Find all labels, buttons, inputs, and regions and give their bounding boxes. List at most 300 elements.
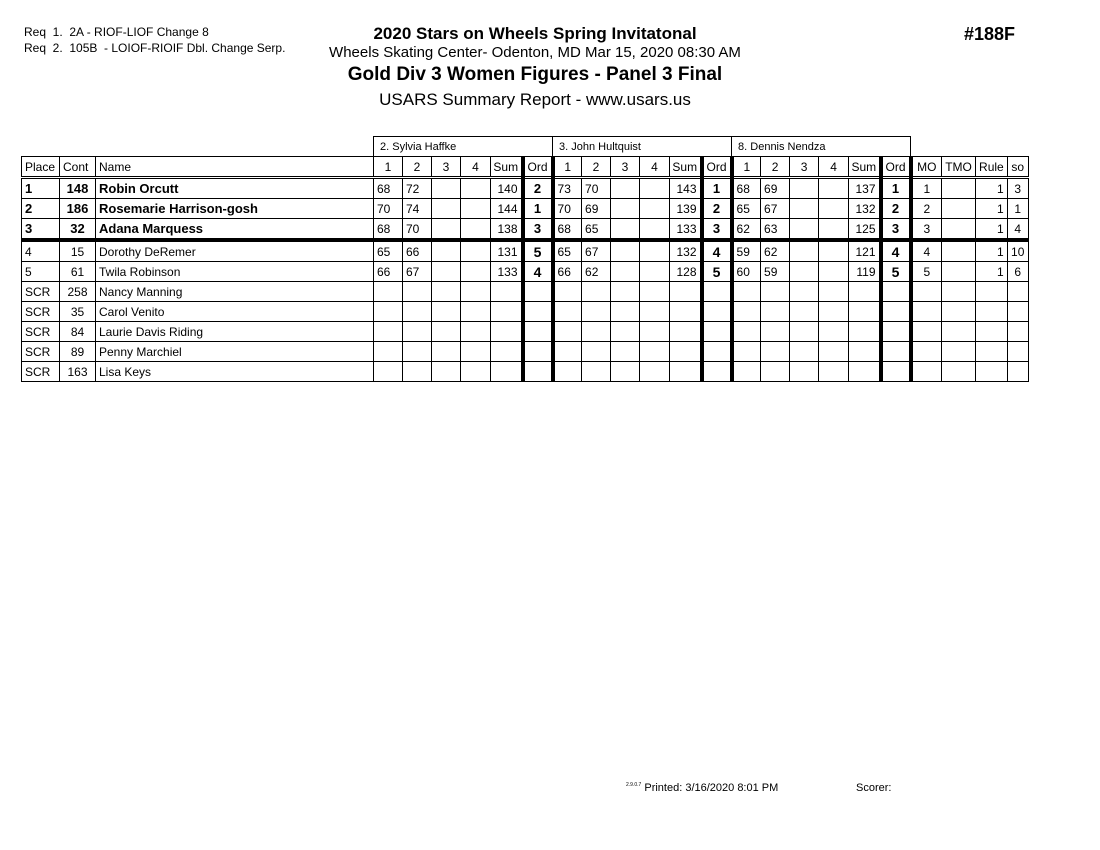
rule-cell bbox=[976, 302, 1008, 322]
score-cell bbox=[432, 282, 461, 302]
score-cell bbox=[790, 262, 819, 282]
score-cell bbox=[461, 199, 491, 219]
score-cell bbox=[819, 240, 849, 262]
ordinal-cell bbox=[702, 362, 732, 382]
sum-cell: 133 bbox=[491, 262, 523, 282]
score-cell bbox=[374, 322, 403, 342]
col-judge1-ord: Ord bbox=[523, 157, 553, 178]
score-cell bbox=[611, 342, 640, 362]
score-cell bbox=[611, 302, 640, 322]
score-cell bbox=[611, 219, 640, 241]
mo-cell bbox=[911, 342, 942, 362]
sum-cell bbox=[849, 302, 881, 322]
score-cell bbox=[819, 322, 849, 342]
score-cell: 66 bbox=[403, 240, 432, 262]
score-cell bbox=[432, 178, 461, 199]
skater-name: Rosemarie Harrison-gosh bbox=[96, 199, 374, 219]
sum-cell bbox=[849, 322, 881, 342]
sum-cell: 138 bbox=[491, 219, 523, 241]
table-row bbox=[22, 178, 1029, 199]
cont-cell: 89 bbox=[60, 342, 96, 362]
mo-cell bbox=[911, 362, 942, 382]
sum-cell bbox=[670, 282, 702, 302]
score-cell bbox=[732, 282, 761, 302]
score-cell bbox=[553, 342, 582, 362]
place-cell: 1 bbox=[22, 178, 60, 199]
score-cell bbox=[640, 322, 670, 342]
score-cell bbox=[611, 178, 640, 199]
table-row bbox=[22, 342, 1029, 362]
ordinal-cell: 2 bbox=[523, 178, 553, 199]
ordinal-cell bbox=[702, 282, 732, 302]
score-cell: 68 bbox=[374, 219, 403, 241]
score-cell bbox=[432, 342, 461, 362]
score-cell bbox=[640, 282, 670, 302]
score-cell: 68 bbox=[374, 178, 403, 199]
table-row bbox=[22, 262, 1029, 282]
score-cell bbox=[790, 322, 819, 342]
score-cell: 67 bbox=[761, 199, 790, 219]
score-cell bbox=[432, 219, 461, 241]
ordinal-cell bbox=[702, 342, 732, 362]
score-cell bbox=[461, 240, 491, 262]
score-cell bbox=[553, 362, 582, 382]
mo-cell: 5 bbox=[911, 262, 942, 282]
rule-cell: 1 bbox=[976, 199, 1008, 219]
score-cell: 74 bbox=[403, 199, 432, 219]
rule-cell bbox=[976, 362, 1008, 382]
cont-cell: 84 bbox=[60, 322, 96, 342]
score-cell: 65 bbox=[732, 199, 761, 219]
col-mo: MO bbox=[911, 157, 942, 178]
scorer-label: Scorer: bbox=[856, 782, 892, 794]
tmo-cell bbox=[942, 219, 976, 241]
score-cell bbox=[732, 302, 761, 322]
rule-cell: 1 bbox=[976, 178, 1008, 199]
so-cell: 3 bbox=[1007, 178, 1028, 199]
score-cell: 68 bbox=[732, 178, 761, 199]
ordinal-cell bbox=[702, 322, 732, 342]
score-cell bbox=[640, 240, 670, 262]
skater-name: Penny Marchiel bbox=[96, 342, 374, 362]
score-cell bbox=[819, 302, 849, 322]
score-cell: 69 bbox=[761, 178, 790, 199]
cont-cell: 15 bbox=[60, 240, 96, 262]
sum-cell: 119 bbox=[849, 262, 881, 282]
sum-cell bbox=[670, 322, 702, 342]
score-cell: 70 bbox=[553, 199, 582, 219]
place-cell: SCR bbox=[22, 302, 60, 322]
cont-cell: 163 bbox=[60, 362, 96, 382]
score-cell bbox=[374, 282, 403, 302]
rule-cell bbox=[976, 322, 1008, 342]
table-row bbox=[22, 240, 1029, 262]
score-cell: 73 bbox=[553, 178, 582, 199]
ordinal-cell: 1 bbox=[523, 199, 553, 219]
sum-cell bbox=[670, 302, 702, 322]
place-cell: 4 bbox=[22, 240, 60, 262]
ordinal-cell bbox=[523, 302, 553, 322]
sum-cell: 133 bbox=[670, 219, 702, 241]
score-cell bbox=[461, 282, 491, 302]
col-judge1-f1: 1 bbox=[374, 157, 403, 178]
mo-cell: 3 bbox=[911, 219, 942, 241]
score-cell bbox=[640, 219, 670, 241]
col-judge2-f1: 1 bbox=[553, 157, 582, 178]
printed-timestamp: Printed: 3/16/2020 8:01 PM bbox=[644, 782, 779, 794]
ordinal-cell bbox=[523, 322, 553, 342]
score-cell: 70 bbox=[374, 199, 403, 219]
score-cell bbox=[819, 199, 849, 219]
score-cell bbox=[374, 342, 403, 362]
score-cell bbox=[374, 302, 403, 322]
venue-date: Wheels Skating Center- Odenton, MD Mar 15, 2020 08:30 AM bbox=[329, 44, 741, 61]
mo-cell: 4 bbox=[911, 240, 942, 262]
score-cell: 62 bbox=[582, 262, 611, 282]
score-cell: 67 bbox=[582, 240, 611, 262]
so-cell bbox=[1007, 362, 1028, 382]
judge-1-name: 2. Sylvia Haffke bbox=[374, 137, 553, 157]
skater-name: Lisa Keys bbox=[96, 362, 374, 382]
so-cell bbox=[1007, 322, 1028, 342]
score-cell: 62 bbox=[761, 240, 790, 262]
score-cell bbox=[819, 282, 849, 302]
ordinal-cell: 3 bbox=[523, 219, 553, 241]
place-cell: SCR bbox=[22, 342, 60, 362]
sum-cell bbox=[491, 282, 523, 302]
score-cell bbox=[790, 240, 819, 262]
table-row bbox=[22, 362, 1029, 382]
mo-cell bbox=[911, 322, 942, 342]
footer-printed bbox=[626, 782, 778, 794]
report-title: USARS Summary Report - www.usars.us bbox=[379, 90, 691, 109]
score-cell: 69 bbox=[582, 199, 611, 219]
ordinal-cell: 4 bbox=[523, 262, 553, 282]
ordinal-cell: 2 bbox=[881, 199, 911, 219]
sum-cell: 121 bbox=[849, 240, 881, 262]
event-title: Gold Div 3 Women Figures - Panel 3 Final bbox=[347, 64, 723, 85]
score-cell bbox=[790, 199, 819, 219]
score-cell bbox=[553, 302, 582, 322]
ordinal-cell: 5 bbox=[523, 240, 553, 262]
score-cell bbox=[790, 178, 819, 199]
score-cell bbox=[432, 362, 461, 382]
score-cell bbox=[761, 362, 790, 382]
sum-cell bbox=[849, 282, 881, 302]
score-cell bbox=[819, 178, 849, 199]
ordinal-cell bbox=[523, 342, 553, 362]
score-cell bbox=[732, 322, 761, 342]
so-cell bbox=[1007, 302, 1028, 322]
score-cell bbox=[640, 199, 670, 219]
score-cell bbox=[461, 262, 491, 282]
tmo-cell bbox=[942, 178, 976, 199]
ordinal-cell: 3 bbox=[881, 219, 911, 241]
score-cell: 66 bbox=[374, 262, 403, 282]
cont-cell: 148 bbox=[60, 178, 96, 199]
ordinal-cell bbox=[702, 302, 732, 322]
judge-2-name: 3. John Hultquist bbox=[553, 137, 732, 157]
score-cell: 65 bbox=[553, 240, 582, 262]
score-cell bbox=[790, 282, 819, 302]
results-table-container bbox=[21, 136, 1029, 382]
tmo-cell bbox=[942, 302, 976, 322]
tmo-cell bbox=[942, 342, 976, 362]
tmo-cell bbox=[942, 322, 976, 342]
score-cell bbox=[761, 302, 790, 322]
score-cell bbox=[582, 342, 611, 362]
col-judge3-f2: 2 bbox=[761, 157, 790, 178]
score-cell bbox=[790, 219, 819, 241]
score-cell bbox=[732, 342, 761, 362]
col-judge3-f1: 1 bbox=[732, 157, 761, 178]
col-judge3-f3: 3 bbox=[790, 157, 819, 178]
score-cell: 65 bbox=[582, 219, 611, 241]
so-cell: 1 bbox=[1007, 199, 1028, 219]
judge-3-name: 8. Dennis Nendza bbox=[732, 137, 911, 157]
score-cell bbox=[374, 362, 403, 382]
score-cell bbox=[432, 240, 461, 262]
col-judge2-f3: 3 bbox=[611, 157, 640, 178]
sum-cell bbox=[491, 322, 523, 342]
col-rule: Rule bbox=[976, 157, 1008, 178]
score-cell bbox=[461, 322, 491, 342]
sum-cell bbox=[491, 362, 523, 382]
score-cell bbox=[761, 342, 790, 362]
sum-cell: 131 bbox=[491, 240, 523, 262]
ordinal-cell: 3 bbox=[702, 219, 732, 241]
sum-cell bbox=[849, 362, 881, 382]
cont-cell: 32 bbox=[60, 219, 96, 241]
score-cell bbox=[403, 362, 432, 382]
score-cell bbox=[640, 342, 670, 362]
sum-cell: 137 bbox=[849, 178, 881, 199]
judge-header-row bbox=[22, 137, 1029, 157]
col-judge3-f4: 4 bbox=[819, 157, 849, 178]
skater-name: Adana Marquess bbox=[96, 219, 374, 241]
place-cell: SCR bbox=[22, 322, 60, 342]
so-cell: 10 bbox=[1007, 240, 1028, 262]
cont-cell: 258 bbox=[60, 282, 96, 302]
score-cell bbox=[403, 322, 432, 342]
col-tmo: TMO bbox=[942, 157, 976, 178]
col-judge1-f4: 4 bbox=[461, 157, 491, 178]
col-judge2-f4: 4 bbox=[640, 157, 670, 178]
col-judge3-ord: Ord bbox=[881, 157, 911, 178]
score-cell bbox=[403, 342, 432, 362]
ordinal-cell bbox=[881, 362, 911, 382]
score-cell: 60 bbox=[732, 262, 761, 282]
score-cell bbox=[611, 362, 640, 382]
event-number: #188F bbox=[964, 24, 1016, 44]
ordinal-cell bbox=[881, 302, 911, 322]
skater-name: Twila Robinson bbox=[96, 262, 374, 282]
sum-cell bbox=[849, 342, 881, 362]
score-cell bbox=[640, 262, 670, 282]
score-cell bbox=[582, 302, 611, 322]
rule-cell: 1 bbox=[976, 262, 1008, 282]
score-cell bbox=[640, 362, 670, 382]
col-name: Name bbox=[96, 157, 374, 178]
score-cell bbox=[732, 362, 761, 382]
score-cell bbox=[461, 342, 491, 362]
sum-cell bbox=[670, 362, 702, 382]
rule-cell bbox=[976, 282, 1008, 302]
score-cell: 72 bbox=[403, 178, 432, 199]
so-cell: 4 bbox=[1007, 219, 1028, 241]
score-cell bbox=[761, 282, 790, 302]
sum-cell: 143 bbox=[670, 178, 702, 199]
score-cell bbox=[461, 362, 491, 382]
cont-cell: 35 bbox=[60, 302, 96, 322]
ordinal-cell: 5 bbox=[881, 262, 911, 282]
requirement-1: Req 1. 2A - RIOF-LIOF Change 8 bbox=[24, 25, 209, 39]
score-cell bbox=[819, 262, 849, 282]
place-cell: 3 bbox=[22, 219, 60, 241]
score-cell: 63 bbox=[761, 219, 790, 241]
score-cell bbox=[761, 322, 790, 342]
ordinal-cell: 4 bbox=[702, 240, 732, 262]
score-cell bbox=[640, 178, 670, 199]
score-cell bbox=[790, 302, 819, 322]
sum-cell bbox=[491, 302, 523, 322]
requirement-2: Req 2. 105B - LOIOF-RIOIF Dbl. Change Serp. bbox=[24, 41, 286, 55]
cont-cell: 186 bbox=[60, 199, 96, 219]
score-cell: 70 bbox=[582, 178, 611, 199]
score-cell bbox=[432, 302, 461, 322]
score-cell bbox=[640, 302, 670, 322]
score-cell: 59 bbox=[732, 240, 761, 262]
skater-name: Dorothy DeRemer bbox=[96, 240, 374, 262]
score-cell bbox=[582, 322, 611, 342]
mo-cell: 2 bbox=[911, 199, 942, 219]
score-cell bbox=[611, 240, 640, 262]
skater-name: Laurie Davis Riding bbox=[96, 322, 374, 342]
skater-name: Robin Orcutt bbox=[96, 178, 374, 199]
score-cell bbox=[461, 178, 491, 199]
sum-cell: 132 bbox=[670, 240, 702, 262]
score-cell bbox=[611, 262, 640, 282]
score-cell bbox=[819, 219, 849, 241]
ordinal-cell bbox=[881, 342, 911, 362]
score-cell bbox=[611, 282, 640, 302]
ordinal-cell: 1 bbox=[702, 178, 732, 199]
score-cell: 66 bbox=[553, 262, 582, 282]
col-judge1-sum: Sum bbox=[491, 157, 523, 178]
col-judge3-sum: Sum bbox=[849, 157, 881, 178]
sum-cell: 144 bbox=[491, 199, 523, 219]
col-judge1-f2: 2 bbox=[403, 157, 432, 178]
sum-cell: 140 bbox=[491, 178, 523, 199]
sum-cell: 139 bbox=[670, 199, 702, 219]
tmo-cell bbox=[942, 282, 976, 302]
results-table bbox=[21, 136, 1029, 382]
score-cell bbox=[582, 282, 611, 302]
score-cell bbox=[432, 262, 461, 282]
score-cell bbox=[432, 199, 461, 219]
ordinal-cell bbox=[881, 322, 911, 342]
rule-cell bbox=[976, 342, 1008, 362]
table-row bbox=[22, 199, 1029, 219]
mo-cell: 1 bbox=[911, 178, 942, 199]
ordinal-cell bbox=[523, 282, 553, 302]
so-cell bbox=[1007, 282, 1028, 302]
ordinal-cell bbox=[523, 362, 553, 382]
table-row bbox=[22, 219, 1029, 241]
ordinal-cell: 1 bbox=[881, 178, 911, 199]
rule-cell: 1 bbox=[976, 240, 1008, 262]
sum-cell bbox=[670, 342, 702, 362]
rule-cell: 1 bbox=[976, 219, 1008, 241]
table-row bbox=[22, 322, 1029, 342]
score-cell bbox=[553, 322, 582, 342]
col-judge2-sum: Sum bbox=[670, 157, 702, 178]
table-row bbox=[22, 282, 1029, 302]
ordinal-cell: 4 bbox=[881, 240, 911, 262]
table-row bbox=[22, 302, 1029, 322]
skater-name: Nancy Manning bbox=[96, 282, 374, 302]
score-cell: 62 bbox=[732, 219, 761, 241]
score-cell: 70 bbox=[403, 219, 432, 241]
tmo-cell bbox=[942, 199, 976, 219]
ordinal-cell: 5 bbox=[702, 262, 732, 282]
tmo-cell bbox=[942, 240, 976, 262]
score-cell bbox=[611, 322, 640, 342]
score-cell bbox=[582, 362, 611, 382]
score-cell: 67 bbox=[403, 262, 432, 282]
ordinal-cell bbox=[881, 282, 911, 302]
col-so: so bbox=[1007, 157, 1028, 178]
cont-cell: 61 bbox=[60, 262, 96, 282]
ordinal-cell: 2 bbox=[702, 199, 732, 219]
sum-cell: 132 bbox=[849, 199, 881, 219]
score-cell bbox=[461, 302, 491, 322]
col-place: Place bbox=[22, 157, 60, 178]
sum-cell bbox=[491, 342, 523, 362]
score-cell bbox=[611, 199, 640, 219]
sum-cell: 125 bbox=[849, 219, 881, 241]
sum-cell: 128 bbox=[670, 262, 702, 282]
skater-name: Carol Venito bbox=[96, 302, 374, 322]
score-cell bbox=[790, 342, 819, 362]
place-cell: 5 bbox=[22, 262, 60, 282]
place-cell: SCR bbox=[22, 362, 60, 382]
mo-cell bbox=[911, 282, 942, 302]
competition-title: 2020 Stars on Wheels Spring Invitatonal bbox=[373, 24, 697, 43]
score-cell bbox=[461, 219, 491, 241]
score-cell bbox=[819, 342, 849, 362]
tmo-cell bbox=[942, 262, 976, 282]
score-cell: 65 bbox=[374, 240, 403, 262]
column-header-row bbox=[22, 157, 1029, 178]
col-cont: Cont bbox=[60, 157, 96, 178]
place-cell: 2 bbox=[22, 199, 60, 219]
col-judge2-ord: Ord bbox=[702, 157, 732, 178]
score-cell bbox=[553, 282, 582, 302]
col-judge1-f3: 3 bbox=[432, 157, 461, 178]
score-cell bbox=[790, 362, 819, 382]
col-judge2-f2: 2 bbox=[582, 157, 611, 178]
tmo-cell bbox=[942, 362, 976, 382]
mo-cell bbox=[911, 302, 942, 322]
place-cell: SCR bbox=[22, 282, 60, 302]
version-label: 2.9.0.7 bbox=[626, 782, 642, 788]
score-cell bbox=[432, 322, 461, 342]
score-cell bbox=[403, 282, 432, 302]
score-cell: 59 bbox=[761, 262, 790, 282]
so-cell bbox=[1007, 342, 1028, 362]
score-cell bbox=[403, 302, 432, 322]
